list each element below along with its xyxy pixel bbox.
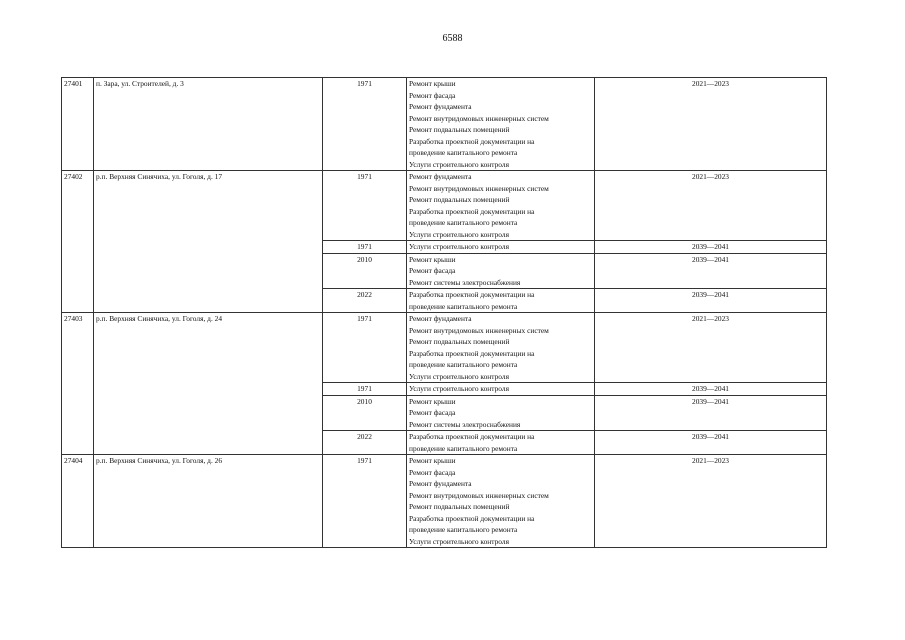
work-item: Ремонт подвальных помещений <box>409 337 510 346</box>
work-item: Ремонт системы электроснабжения <box>409 277 521 287</box>
works-cell <box>407 253 595 289</box>
address-cell: р.п. Верхняя Синячиха, ул. Гоголя, д. 26 <box>94 455 323 548</box>
works-cell <box>407 455 595 548</box>
work-item: проведение капитального ремонта <box>409 301 518 311</box>
work-item: Ремонт внутридомовых инженерных систем <box>409 113 549 123</box>
work-item: Ремонт фундамента <box>409 479 472 488</box>
work-item: Ремонт подвальных помещений <box>409 195 510 204</box>
work-item: Разработка проектной документации на <box>409 513 535 523</box>
address-cell: п. Зара, ул. Строителей, д. 3 <box>94 78 323 171</box>
period-cell: 2039—2041 <box>595 241 827 254</box>
work-item: Ремонт фасада <box>409 467 456 477</box>
work-item: Разработка проектной документации на <box>409 206 535 216</box>
year-cell: 2022 <box>323 431 407 455</box>
table-row <box>62 78 827 171</box>
work-item: Услуги строительного контроля <box>409 242 509 251</box>
works-cell <box>407 313 595 383</box>
object-id-cell: 27403 <box>62 313 94 455</box>
work-item: Ремонт крыши <box>409 254 456 264</box>
table-row <box>62 171 827 241</box>
work-item: Ремонт крыши <box>409 456 456 465</box>
works-cell <box>407 383 595 396</box>
work-item: проведение капитального ремонта <box>409 443 518 453</box>
works-cell <box>407 78 595 171</box>
work-item: Ремонт фундамента <box>409 102 472 111</box>
work-item: проведение капитального ремонта <box>409 525 518 534</box>
works-cell <box>407 395 595 431</box>
period-cell: 2039—2041 <box>595 289 827 313</box>
work-item: Ремонт внутридомовых инженерных систем <box>409 183 549 193</box>
object-id-cell: 27404 <box>62 455 94 548</box>
repair-schedule-table <box>61 77 827 548</box>
table-body <box>62 78 827 548</box>
work-item: проведение капитального ремонта <box>409 148 518 157</box>
period-cell: 2021—2023 <box>595 313 827 383</box>
works-cell <box>407 241 595 254</box>
work-item: Ремонт подвальных помещений <box>409 125 510 134</box>
year-cell: 1971 <box>323 383 407 396</box>
table-row <box>62 455 827 548</box>
period-cell: 2021—2023 <box>595 78 827 171</box>
work-item: Ремонт крыши <box>409 79 456 88</box>
object-id-cell: 27401 <box>62 78 94 171</box>
table-row <box>62 313 827 383</box>
year-cell: 1971 <box>323 455 407 548</box>
object-id-cell: 27402 <box>62 171 94 313</box>
work-item: Разработка проектной документации на <box>409 432 535 441</box>
work-item: Ремонт внутридомовых инженерных систем <box>409 325 549 335</box>
work-item: Ремонт подвальных помещений <box>409 502 510 511</box>
period-cell: 2039—2041 <box>595 253 827 289</box>
year-cell: 1971 <box>323 313 407 383</box>
work-item: Ремонт внутридомовых инженерных систем <box>409 490 549 500</box>
work-item: проведение капитального ремонта <box>409 218 518 227</box>
work-item: Разработка проектной документации на <box>409 136 535 146</box>
year-cell: 2010 <box>323 395 407 431</box>
page-number: 6588 <box>442 33 463 44</box>
year-cell: 2010 <box>323 253 407 289</box>
work-item: Разработка проектной документации на <box>409 290 535 299</box>
work-item: проведение капитального ремонта <box>409 360 518 369</box>
period-cell: 2039—2041 <box>595 395 827 431</box>
works-cell <box>407 171 595 241</box>
year-cell: 1971 <box>323 171 407 241</box>
work-item: Услуги строительного контроля <box>409 536 509 546</box>
work-item: Услуги строительного контроля <box>409 384 509 393</box>
work-item: Ремонт фасада <box>409 408 456 417</box>
year-cell: 1971 <box>323 241 407 254</box>
address-cell: р.п. Верхняя Синячиха, ул. Гоголя, д. 17 <box>94 171 323 313</box>
year-cell: 2022 <box>323 289 407 313</box>
work-item: Ремонт фундамента <box>409 172 472 181</box>
work-item: Услуги строительного контроля <box>409 159 509 169</box>
work-item: Ремонт фундамента <box>409 314 472 323</box>
works-cell <box>407 289 595 313</box>
period-cell: 2021—2023 <box>595 455 827 548</box>
work-item: Услуги строительного контроля <box>409 371 509 381</box>
works-cell <box>407 431 595 455</box>
address-cell: р.п. Верхняя Синячиха, ул. Гоголя, д. 24 <box>94 313 323 455</box>
period-cell: 2021—2023 <box>595 171 827 241</box>
work-item: Ремонт фасада <box>409 266 456 275</box>
work-item: Ремонт системы электроснабжения <box>409 419 521 429</box>
work-item: Разработка проектной документации на <box>409 348 535 358</box>
work-item: Ремонт фасада <box>409 90 456 100</box>
period-cell: 2039—2041 <box>595 431 827 455</box>
work-item: Ремонт крыши <box>409 396 456 406</box>
work-item: Услуги строительного контроля <box>409 229 509 239</box>
year-cell: 1971 <box>323 78 407 171</box>
period-cell: 2039—2041 <box>595 383 827 396</box>
